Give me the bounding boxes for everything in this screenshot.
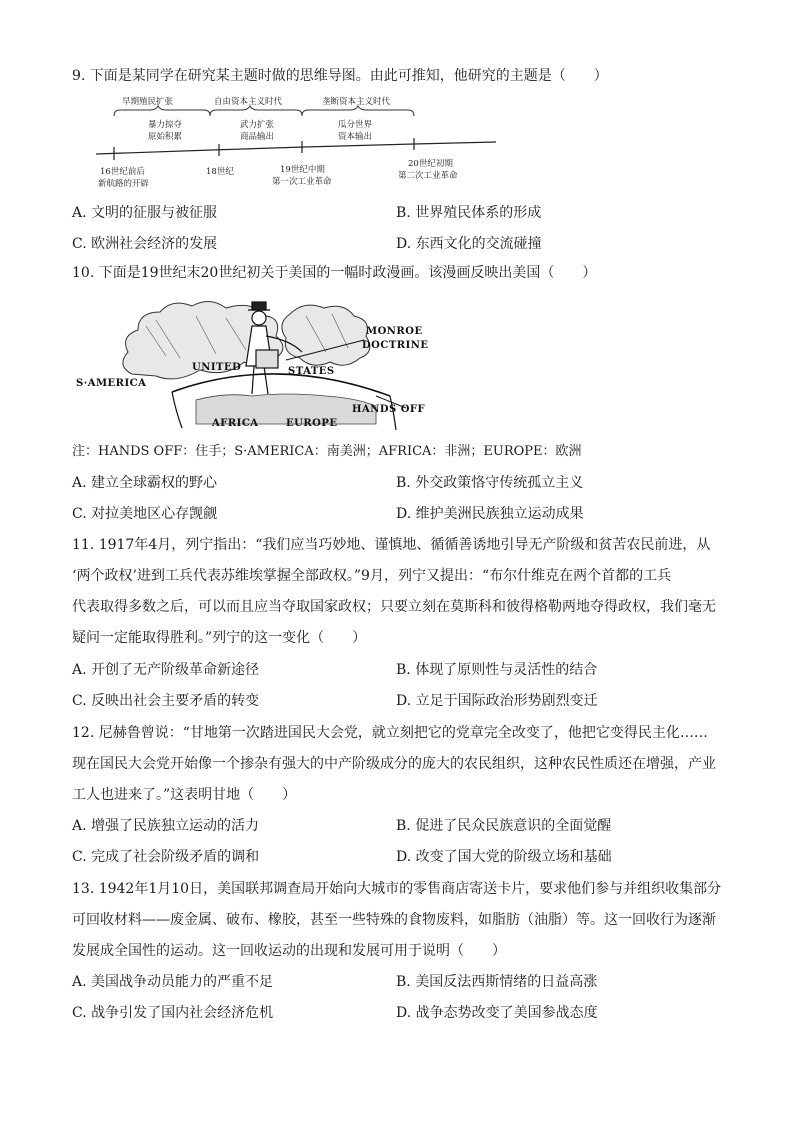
question-11-stem: [72, 530, 720, 654]
node-label: 第二次工业革命: [398, 171, 458, 181]
q12-option-a: A. 增强了民族独立运动的活力: [72, 818, 260, 834]
q11-option-a: A. 开创了无产阶级革命新途径: [72, 662, 260, 678]
q10-option-b: B. 外交政策恪守传统孤立主义: [396, 475, 584, 491]
question-12-line: 工人也进来了。”这表明甘地（ ）: [72, 787, 297, 803]
q13-option-c: C. 战争引发了国内社会经济危机: [72, 1005, 274, 1021]
question-10-stem: [72, 258, 720, 289]
node-label: 新航路的开辟: [98, 179, 150, 189]
question-12-line: 现在国民大会党开始像一个掺杂有强大的中产阶级成分的庞大的农民组织，这种农民性质还在增强，产业: [72, 756, 716, 772]
q10-option-c: C. 对拉美地区心存觊觎: [72, 506, 218, 522]
q13-option-b: B. 美国反法西斯情绪的日益高涨: [396, 974, 598, 990]
period-label: 早期殖民扩张: [122, 97, 174, 107]
question-13-line: 可回收材料——废金属、破布、橡胶，甚至一些特殊的食物废料，如脂肪（油脂）等。这一回收行为逐渐: [72, 912, 716, 928]
q9-option-c: C. 欧洲社会经济的发展: [72, 236, 218, 252]
feature-label: 暴力掠夺: [148, 120, 183, 130]
brace: [302, 106, 414, 116]
q13-option-d: D. 战争态势改变了美国参战态度: [396, 1005, 598, 1021]
question-10-text: 10. 下面是19世纪末20世纪初关于美国的一幅时政漫画。该漫画反映出美国（ ）: [72, 265, 597, 281]
feature-label: 原始积累: [148, 132, 183, 142]
label-united: UNITED: [192, 362, 242, 373]
q11-option-c: C. 反映出社会主要矛盾的转变: [72, 693, 260, 709]
brace: [210, 106, 302, 116]
globe-outline: [172, 374, 390, 396]
label-africa: AFRICA: [212, 418, 259, 429]
timeline-axis: [96, 142, 496, 154]
question-11-line: ‘两个政权’进到工兵代表苏维埃掌握全部政权。”9月，列宁又提出：“布尔什维克在两个首都的工兵: [72, 568, 672, 584]
node-label: 第一次工业革命: [272, 177, 332, 187]
question-11-line: 代表取得多数之后，可以而且应当夺取国家政权；只要立刻在莫斯科和彼得格勒两地夺得政权，我们毫无: [72, 599, 716, 615]
node-label: 20世纪初期: [408, 159, 453, 169]
mind-map-timeline: [92, 94, 504, 190]
q10-option-d: D. 维护美洲民族独立运动成果: [396, 506, 584, 522]
label-hands-off: HANDS OFF: [352, 404, 426, 415]
question-13-stem: [72, 874, 720, 967]
q12-option-c: C. 完成了社会阶级矛盾的调和: [72, 849, 260, 865]
node-label: 18世纪: [206, 167, 234, 177]
political-cartoon: [76, 296, 436, 432]
question-13-line: 发展成全国性的运动。这一回收运动的出现和发展可用于说明（ ）: [72, 943, 506, 959]
period-label: 自由资本主义时代: [214, 97, 283, 107]
label-europe: EUROPE: [286, 418, 338, 429]
question-11-line: 疑问一定能取得胜利。”列宁的这一变化（ ）: [72, 630, 367, 646]
q12-option-b: B. 促进了民众民族意识的全面觉醒: [396, 818, 612, 834]
q13-option-a: A. 美国战争动员能力的严重不足: [72, 974, 274, 990]
period-label: 垄断资本主义时代: [322, 97, 391, 107]
label-doctrine: DOCTRINE: [362, 340, 429, 351]
feature-label: 瓜分世界: [338, 120, 373, 130]
q12-option-d: D. 改变了国大党的阶级立场和基础: [396, 849, 612, 865]
question-9-text: 9. 下面是某同学在研究某主题时做的思维导图。由此可推知，他研究的主题是（ ）: [72, 68, 608, 84]
label-monroe: MONROE: [366, 326, 423, 337]
question-11-line: 11. 1917年4月，列宁指出：“我们应当巧妙地、谨慎地、循循善诱地引导无产阶级和贫苦农民前进，从: [72, 537, 711, 553]
q10-option-a: A. 建立全球霸权的野心: [72, 475, 218, 491]
feature-label: 资本输出: [338, 132, 373, 142]
question-13-line: 13. 1942年1月10日，美国联邦调查局开始向大城市的零售商店寄送卡片，要求他们参与并组织收集部分: [72, 881, 722, 897]
question-12-stem: [72, 718, 720, 811]
feature-label: 武力扩张: [240, 120, 275, 130]
brace: [114, 106, 210, 116]
q10-note: 注：HANDS OFF：住手；S·AMERICA：南美洲；AFRICA：非洲；EUROPE：欧洲: [72, 444, 582, 459]
q9-option-b: B. 世界殖民体系的形成: [396, 205, 542, 221]
q11-option-b: B. 体现了原则性与灵活性的结合: [396, 662, 598, 678]
question-12-line: 12. 尼赫鲁曾说：“甘地第一次踏进国民大会党，就立刻把它的党章完全改变了，他把它变得民主化……: [72, 725, 708, 741]
q9-option-d: D. 东西文化的交流碰撞: [396, 236, 542, 252]
node-label: 19世纪中期: [280, 165, 325, 175]
question-9-stem: [72, 61, 720, 92]
node-label: 16世纪前后: [100, 167, 145, 177]
q11-option-d: D. 立足于国际政治形势剧烈变迁: [396, 693, 598, 709]
label-states: STATES: [288, 366, 335, 377]
label-s-america: S·AMERICA: [76, 378, 147, 389]
feature-label: 商品输出: [240, 132, 275, 142]
q9-option-a: A. 文明的征服与被征服: [72, 205, 218, 221]
